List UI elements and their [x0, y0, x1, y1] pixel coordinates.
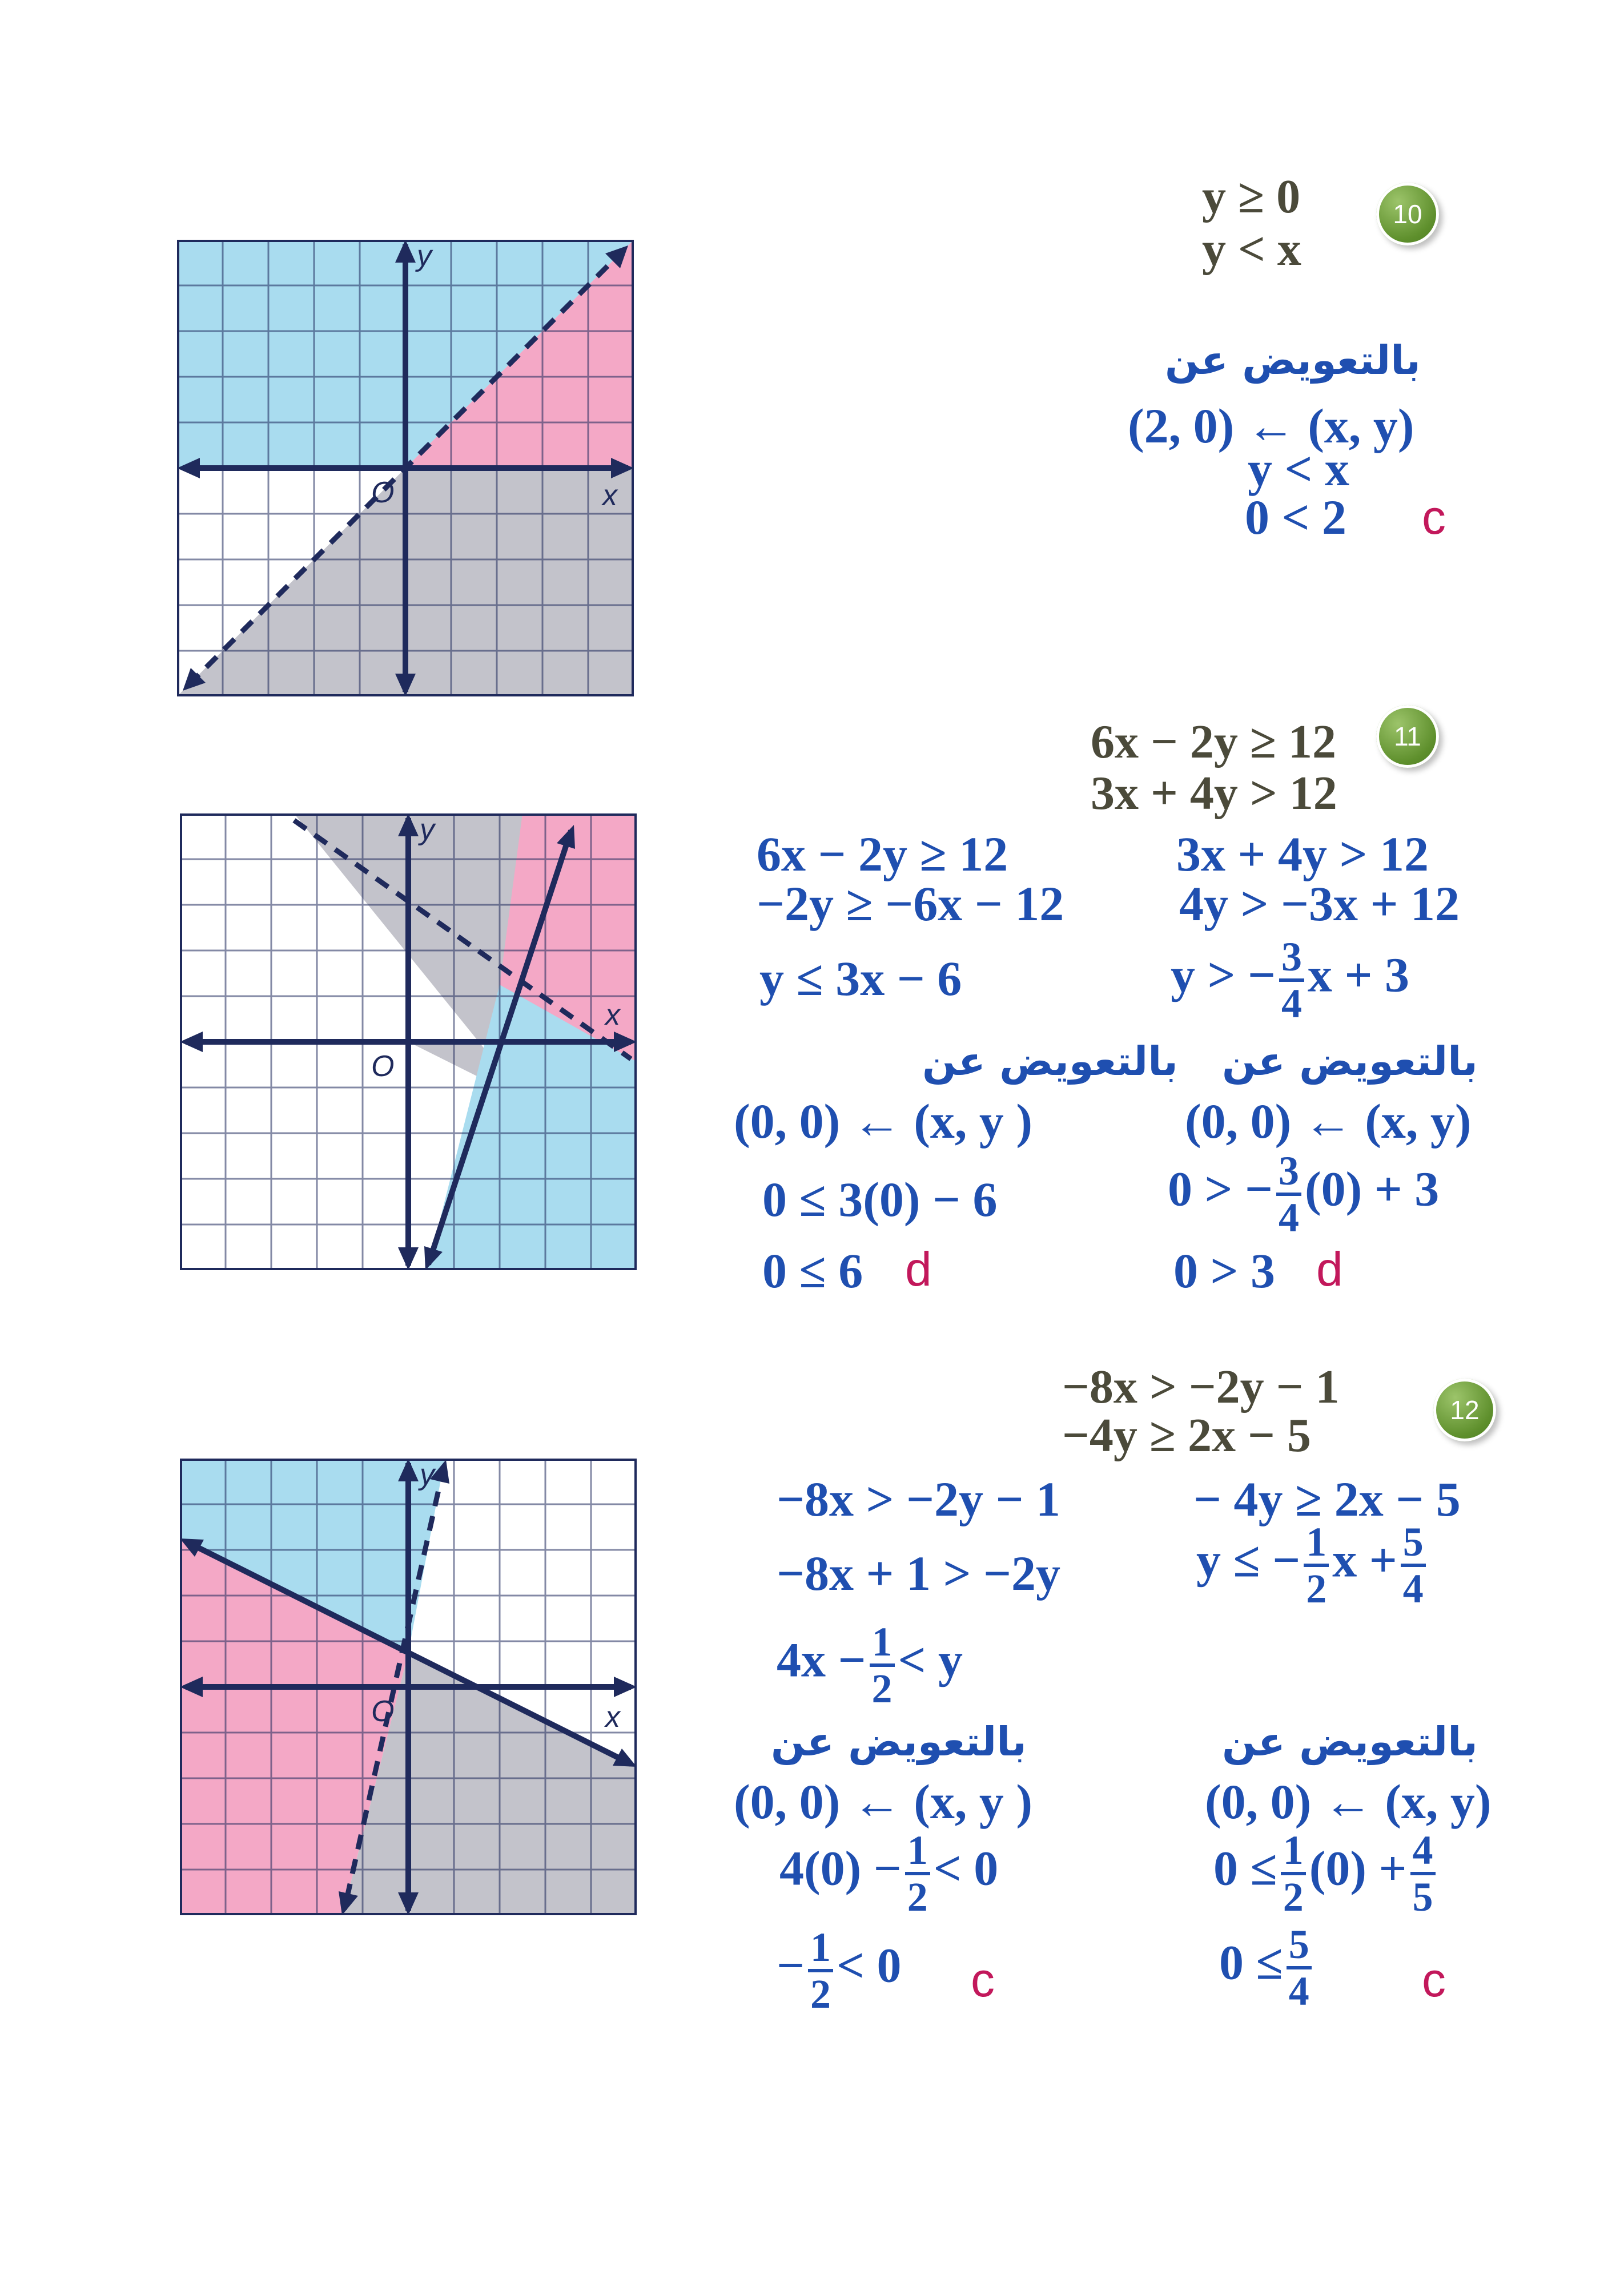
p11-left-substitute-label: بالتعويض عن	[922, 1038, 1178, 1085]
y-axis-label: y	[417, 240, 432, 272]
system-11-line-2: 3x + 4y > 12	[1091, 767, 1337, 820]
graph-problem-12	[180, 1459, 637, 1915]
p12-left-solution: 4x − $\frac{1}{2}$ < y	[777, 1619, 963, 1711]
p12-left-substitute-point: (0, 0) ← (x, y )	[734, 1774, 1033, 1829]
p11-left-line-2: −2y ≥ −6x − 12	[757, 876, 1064, 931]
p12-left-substitute-label: بالتعويض عن	[771, 1718, 1027, 1765]
origin-label: O	[371, 476, 395, 509]
problem-badge-11: 11	[1376, 705, 1439, 768]
mark-10: c	[1422, 490, 1446, 544]
system-10-line-2: y < x	[1202, 223, 1301, 276]
p12-right-solution: y ≤ − $\frac{1}{2}$ x + $\frac{5}{4}$	[1196, 1521, 1429, 1609]
p12-left-line-2: −8x + 1 > −2y	[777, 1546, 1061, 1601]
p11-right-mark: d	[1316, 1242, 1343, 1296]
p12-left-result: − $\frac{1}{2}$ < 0	[777, 1924, 902, 2017]
problem-badge-10: 10	[1376, 183, 1439, 245]
p12-left-line-1: −8x > −2y − 1	[777, 1472, 1061, 1526]
p12-right-check: 0 ≤ $\frac{1}{2}$ (0) + $\frac{4}{5}$	[1213, 1830, 1439, 1918]
p11-left-solution: y ≤ 3x − 6	[759, 951, 962, 1006]
p12-right-substitute-point: (0, 0) ← (x, y)	[1205, 1774, 1492, 1829]
p11-left-substitute-point: (0, 0) ← (x, y )	[734, 1094, 1033, 1149]
p11-right-line-2: 4y > −3x + 12	[1179, 876, 1460, 931]
system-12-line-1: −8x > −2y − 1	[1062, 1360, 1340, 1413]
p12-right-mark: c	[1422, 1953, 1446, 2007]
p12-left-check: 4(0) − $\frac{1}{2}$ < 0	[779, 1827, 999, 1920]
p11-right-substitute-label: بالتعويض عن	[1222, 1038, 1478, 1085]
p11-right-substitute-point: (0, 0) ← (x, y)	[1185, 1094, 1472, 1149]
p11-left-mark: d	[905, 1242, 932, 1296]
problem-badge-12: 12	[1433, 1379, 1496, 1441]
svg-text:y: y	[420, 1459, 435, 1491]
svg-text:x: x	[605, 1701, 620, 1734]
check-10: y < x	[1248, 441, 1350, 496]
p11-left-result: 0 ≤ 6	[762, 1243, 863, 1298]
substitute-point-10: (2, 0) ← (x, y)	[1128, 398, 1414, 453]
result-10: 0 < 2	[1245, 490, 1347, 545]
p11-right-solution: y > − $\frac{3}{4}$ x + 3	[1171, 934, 1410, 1026]
substitute-label-10: بالتعويض عن	[1165, 337, 1421, 384]
p12-right-substitute-label: بالتعويض عن	[1222, 1718, 1478, 1765]
svg-text:y: y	[420, 813, 435, 846]
p12-right-line-1: − 4y ≥ 2x − 5	[1193, 1472, 1461, 1526]
system-10-line-1: y ≥ 0	[1202, 170, 1301, 223]
system-12-line-2: −4y ≥ 2x − 5	[1062, 1409, 1311, 1462]
p11-right-check: 0 > − $\frac{3}{4}$ (0) + 3	[1168, 1148, 1440, 1240]
p11-left-check: 0 ≤ 3(0) − 6	[762, 1172, 998, 1227]
svg-text:O: O	[371, 1050, 395, 1083]
graph-problem-10	[177, 240, 634, 696]
x-axis-label: x	[602, 479, 617, 512]
graph-problem-11	[180, 813, 637, 1270]
p11-right-result: 0 > 3	[1173, 1243, 1276, 1298]
system-11-line-1: 6x − 2y ≥ 12	[1091, 715, 1336, 768]
p12-left-mark: c	[971, 1953, 995, 2007]
p12-right-result: 0 ≤ $\frac{5}{4}$	[1219, 1924, 1315, 2012]
svg-text:O: O	[371, 1695, 395, 1728]
p11-right-line-1: 3x + 4y > 12	[1176, 827, 1429, 881]
p11-left-line-1: 6x − 2y ≥ 12	[757, 827, 1008, 881]
svg-text:x: x	[605, 998, 620, 1032]
